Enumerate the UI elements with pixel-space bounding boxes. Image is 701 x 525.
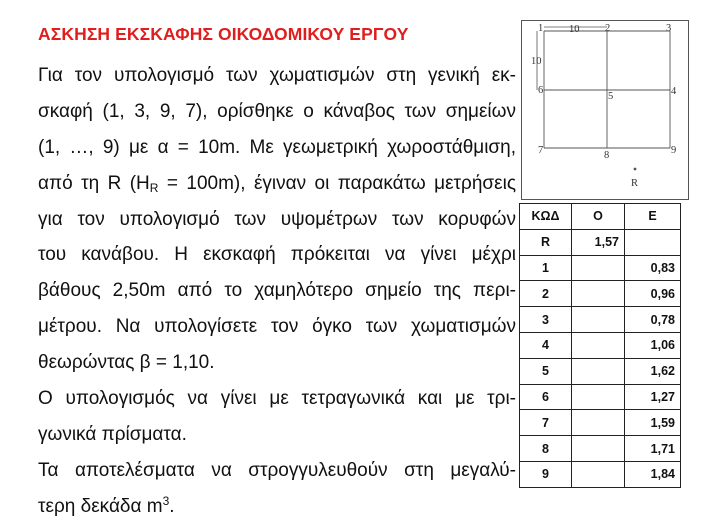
table-row [520,410,681,436]
cell-backsight [572,461,625,487]
text-line: του κανάβου. Η εκσκαφή πρόκειται να γίνει μέχρι [38,244,516,266]
text-line: σκαφή (1, 3, 9, 7), ορίσθηκε ο κάναβος των σημείων [38,100,516,122]
measurements-table [519,203,681,488]
table-row [520,229,681,255]
table-row [520,281,681,307]
cell-backsight [572,332,625,358]
point-label-9: 9 [671,145,677,156]
cell-foresight: 0,96 [625,281,681,307]
cell-foresight: 1,06 [625,332,681,358]
text-line: (1, …, 9) με α = 10m. Με γεωμετρική χωροστάθμιση, [38,136,516,158]
exercise-text [38,58,516,525]
cell-code: 2 [520,281,572,307]
table-row [520,332,681,358]
cell-foresight: 1,59 [625,410,681,436]
cell-backsight: 1,57 [572,229,625,255]
cell-code: 9 [520,461,572,487]
text-line [38,166,516,202]
text-line: γωνικά πρίσματα. [38,423,187,445]
point-label-6: 6 [538,85,544,96]
text-line [38,489,516,525]
header-code: ΚΩΔ [520,204,572,230]
table-row [520,461,681,487]
table-row [520,358,681,384]
text-line: θεωρώντας β = 1,10. [38,352,215,374]
table-row [520,384,681,410]
table-header-row [520,204,681,230]
text-fragment: = 100m), έγιναν οι παρακάτω μετρήσεις [158,172,516,194]
reference-point-label: R [631,178,639,189]
cell-backsight [572,436,625,462]
exercise-title: ΑΣΚΗΣΗ ΕΚΣΚΑΦΗΣ ΟΙΚΟΔΟΜΙΚΟΥ ΕΡΓΟΥ [38,24,409,44]
point-label-2: 2 [605,23,611,34]
cell-backsight [572,307,625,333]
text-fragment: τερη δεκάδα m [38,495,163,517]
cell-backsight [572,384,625,410]
cell-foresight [625,229,681,255]
cell-backsight [572,410,625,436]
diagram-frame [522,21,689,200]
cell-code: R [520,229,572,255]
header-backsight: Ο [572,204,625,230]
cell-code: 6 [520,384,572,410]
cell-backsight [572,255,625,281]
point-label-4: 4 [671,86,677,97]
superscript: 3 [162,493,170,508]
cell-code: 4 [520,332,572,358]
header-foresight: Ε [625,204,681,230]
point-label-8: 8 [604,150,610,161]
text-fragment: από τη R (H [38,172,150,194]
text-line: Για τον υπολογισμό των χωματισμών στη γενική εκ- [38,65,516,86]
point-label-3: 3 [666,23,672,34]
cell-foresight: 0,78 [625,307,681,333]
point-label-1: 1 [538,23,544,34]
cell-foresight: 1,84 [625,461,681,487]
cell-foresight: 0,83 [625,255,681,281]
dimension-label-left: 10 [531,56,542,67]
text-line: Τα αποτελέσματα να στρογγυλευθούν στη μεγαλύ- [38,459,516,481]
text-line: για τον υπολογισμό των υψομέτρων των κορυφών [38,208,516,230]
cell-foresight: 1,27 [625,384,681,410]
dimension-label-top: 10 [569,24,580,35]
reference-point-marker [634,168,637,171]
grid-diagram [521,20,689,200]
cell-code: 3 [520,307,572,333]
table-row [520,307,681,333]
cell-code: 8 [520,436,572,462]
cell-code: 5 [520,358,572,384]
cell-foresight: 1,71 [625,436,681,462]
point-label-7: 7 [538,145,544,156]
text-line: μέτρου. Να υπολογίσετε τον όγκο των χωματισμών [38,316,516,338]
cell-backsight [572,281,625,307]
point-label-5: 5 [608,91,614,102]
cell-foresight: 1,62 [625,358,681,384]
cell-code: 1 [520,255,572,281]
cell-code: 7 [520,410,572,436]
text-fragment: . [169,495,175,517]
subscript: R [149,180,159,195]
table-row [520,255,681,281]
cell-backsight [572,358,625,384]
table-row [520,436,681,462]
text-line: βάθους 2,50m από το χαμηλότερο σημείο της περι- [38,280,516,302]
text-line: Ο υπολογισμός να γίνει με τετραγωνικά και με τρι- [38,388,516,410]
